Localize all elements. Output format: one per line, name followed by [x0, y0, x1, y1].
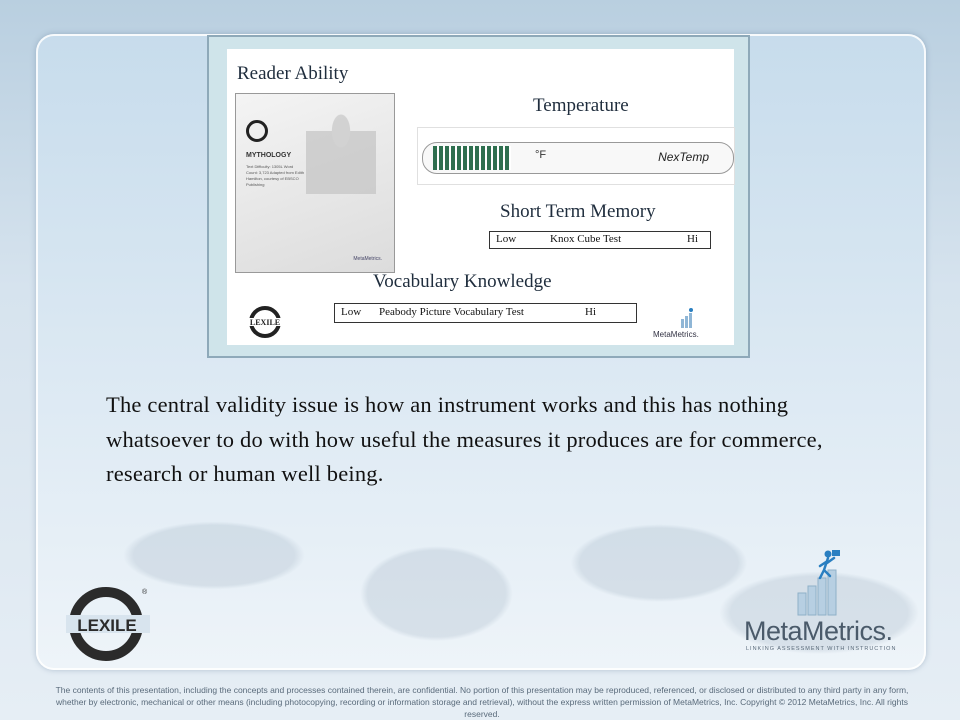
thermometer-unit: °F — [535, 149, 547, 161]
lexile-logo-text: LEXILE — [77, 616, 137, 635]
mini-metametrics-icon — [653, 307, 725, 329]
thermometer-brand: NexTemp — [658, 150, 709, 164]
mini-metametrics-logo — [653, 307, 725, 341]
peabody-scale — [334, 303, 637, 323]
scale-high-label: Hi — [585, 306, 596, 318]
confidentiality-footer: The contents of this presentation, including the concepts and processes contained therein, are confidential. No portion of this presentation may be reproduced, referenced, or disclosed or distributed to any third party in any form, whether by electronic, mechanical or other means (including photocopying, recording or information storage and retrieval), without the express written permission of MetaMetrics, Inc. Copyright © 2012 MetaMetrics, Inc. All rights reserved. — [55, 685, 909, 719]
book-lexile-icon — [246, 120, 268, 142]
scale-low-label: Low — [496, 233, 517, 245]
mini-metametrics-text: MetaMetrics. — [653, 330, 699, 339]
knox-cube-scale — [489, 231, 711, 249]
embedded-slide-content — [227, 49, 734, 345]
short-term-memory-heading: Short Term Memory — [500, 201, 656, 222]
vocabulary-knowledge-heading: Vocabulary Knowledge — [373, 271, 552, 292]
embedded-slide-image — [207, 35, 750, 358]
thermometer-strip — [422, 142, 734, 174]
book-figure — [306, 104, 376, 194]
svg-text:LEXILE: LEXILE — [249, 318, 281, 327]
scale-test-name: Knox Cube Test — [550, 233, 622, 245]
scale-high-label: Hi — [687, 233, 698, 245]
scale-test-name: Peabody Picture Vocabulary Test — [379, 306, 524, 318]
book-title: MYTHOLOGY — [246, 152, 292, 159]
thermometer-dots — [433, 146, 511, 170]
scale-low-label: Low — [341, 306, 362, 318]
book-publisher: MetaMetrics. — [353, 256, 382, 262]
mini-lexile-logo — [245, 305, 285, 339]
body-paragraph: The central validity issue is how an instrument works and this has nothing whatsoever to do with how useful the measures it produces are for commerce, research or human well being. — [106, 392, 823, 486]
thermometer-image — [417, 127, 735, 185]
metametrics-tagline: LINKING ASSESSMENT WITH INSTRUCTION — [746, 646, 897, 652]
metametrics-logo — [740, 548, 900, 658]
book-meta: Text Difficulty: 1305L Word Count: 3,723 Adapted from Edith Hamilton, courtesy of EBSCO Publishing — [246, 164, 305, 187]
lexile-logo — [66, 584, 150, 662]
reader-ability-heading: Reader Ability — [237, 63, 349, 84]
svg-text:®: ® — [142, 589, 148, 596]
metametrics-wordmark: MetaMetrics. — [744, 616, 893, 646]
book-cover-image — [235, 93, 395, 273]
temperature-heading: Temperature — [533, 95, 629, 116]
metametrics-bars-icon — [740, 548, 900, 618]
